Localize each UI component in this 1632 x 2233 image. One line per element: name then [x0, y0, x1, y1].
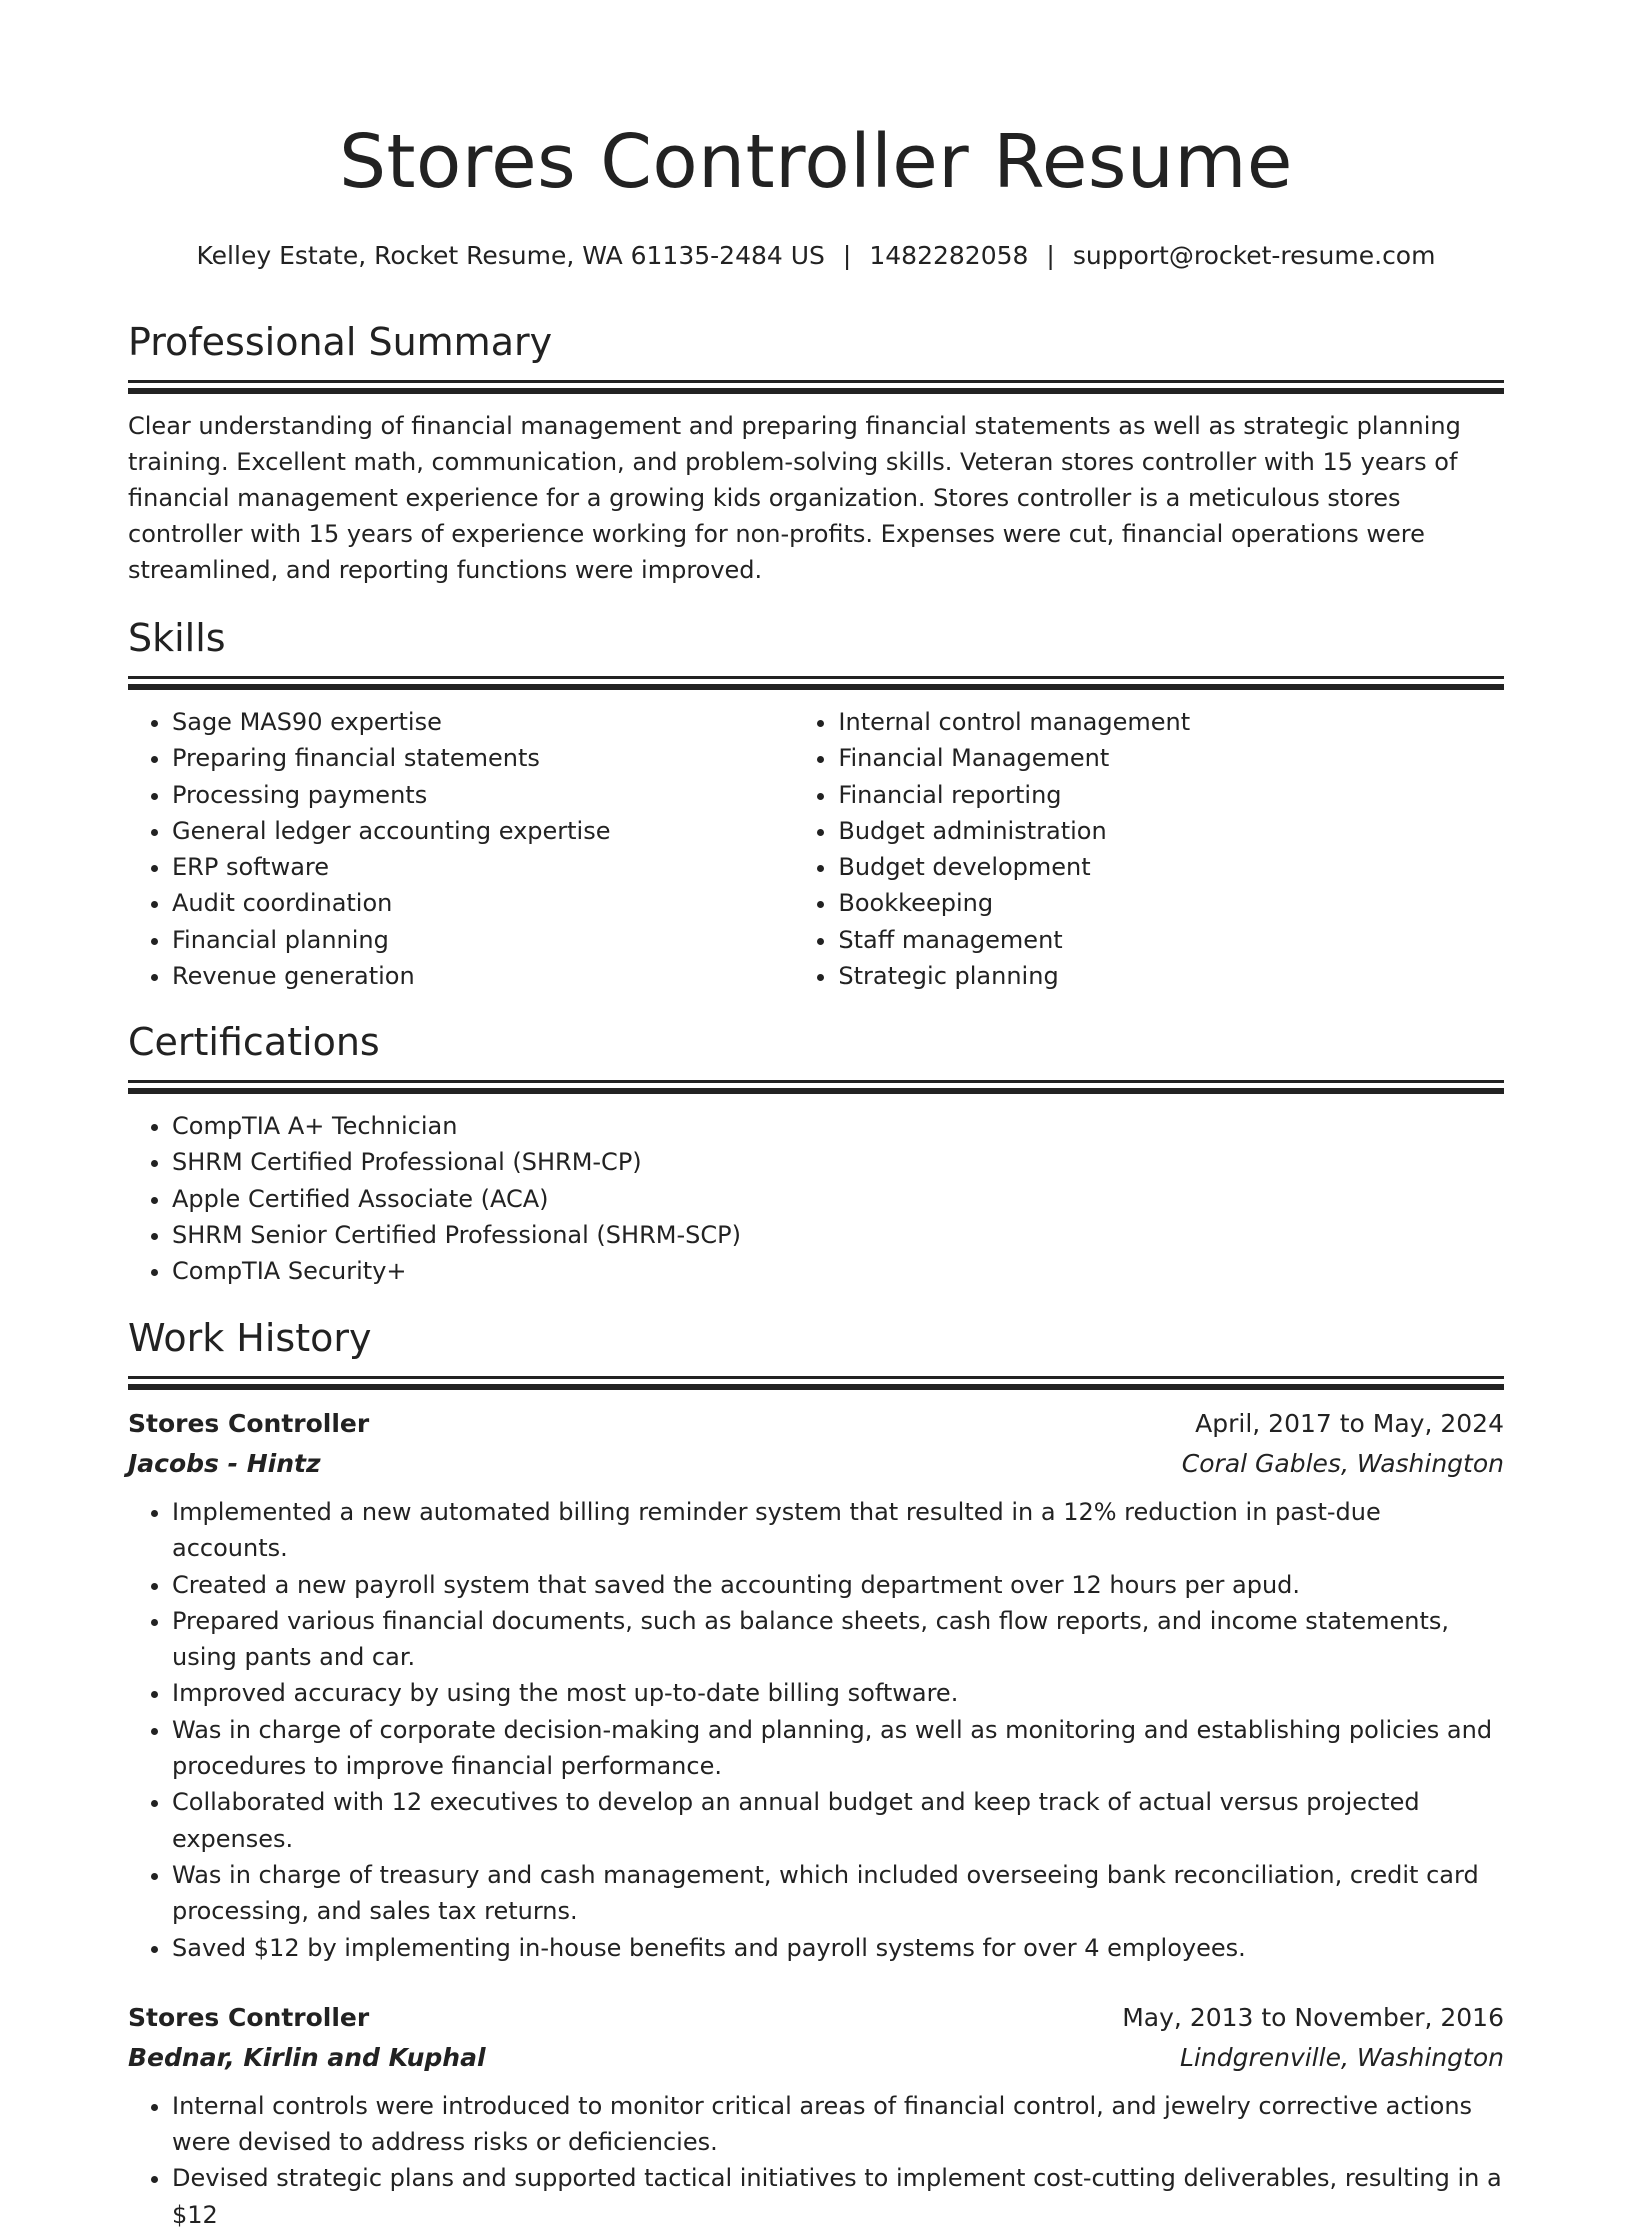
skills-columns — [128, 704, 1504, 994]
job-bullets — [128, 1494, 1504, 1966]
contact-address: Kelley Estate, Rocket Resume, WA 61135-2484 US — [196, 241, 825, 270]
job-bullet: • Implemented a new automated billing reminder system that resulted in a 12% reduction in past-due accounts. — [172, 1494, 1504, 1567]
skill-item: • Audit coordination — [172, 885, 794, 921]
contact-separator: | — [842, 241, 852, 270]
skills-list-left — [128, 704, 794, 994]
section-divider — [128, 676, 1504, 679]
contact-separator: | — [1046, 241, 1055, 270]
skill-item: • Financial Management — [838, 740, 1504, 776]
work-history-section — [128, 1314, 1504, 2233]
skill-item: • Bookkeeping — [838, 885, 1504, 921]
section-divider — [128, 1376, 1504, 1379]
job-dates: April, 2017 to May, 2024 — [1195, 1409, 1504, 1438]
job-company: Bednar, Kirlin and Kuphal — [128, 2042, 486, 2072]
skill-item: • Internal control management — [838, 704, 1504, 740]
job-bullet: • Internal controls were introduced to monitor critical areas of financial control, and jewelry corrective actions were devised to address risks or deficiencies. — [172, 2088, 1504, 2161]
skill-item: • Budget administration — [838, 813, 1504, 849]
skills-section — [128, 614, 1504, 994]
job-bullet: • Created a new payroll system that saved the accounting department over 12 hours per apud. — [172, 1567, 1504, 1603]
job-dates: May, 2013 to November, 2016 — [1122, 2002, 1504, 2032]
job-bullet: • Prepared various financial documents, such as balance sheets, cash flow reports, and income statements, using pants and car. — [172, 1603, 1504, 1676]
certifications-list — [128, 1108, 1504, 1289]
certifications-heading: Certifications — [128, 1020, 380, 1064]
job-bullet: • Was in charge of treasury and cash management, which included overseeing bank reconciliation, credit card processing, and sales tax returns. — [172, 1857, 1504, 1930]
section-divider-thick — [128, 1384, 1504, 1390]
job-entry — [128, 1998, 1504, 2233]
certification-item: • CompTIA Security+ — [172, 1253, 1504, 1289]
skill-item: • General ledger accounting expertise — [172, 813, 794, 849]
skill-item: • Sage MAS90 expertise — [172, 704, 794, 740]
skill-item: • ERP software — [172, 849, 794, 885]
section-divider-thick — [128, 388, 1504, 394]
job-bullet: • Was in charge of corporate decision-making and planning, as well as monitoring and establishing policies and procedures to improve financial performance. — [172, 1712, 1504, 1785]
skill-item: • Strategic planning — [838, 958, 1504, 994]
work-history-heading: Work History — [128, 1316, 372, 1360]
certification-item: • SHRM Senior Certified Professional (SHRM-SCP) — [172, 1217, 1504, 1253]
summary-text: Clear understanding of financial management and preparing financial statements as well as strategic planning training. Excellent math, communication, and problem-solving skills. Veteran stores controller with 15 years of financial management experience for a growing kids organization. Stores controller is a meticulous stores controller with 15 years of experience working for non-profits. Expenses were cut, financial operations were streamlined, and reporting functions were improved. — [128, 412, 1461, 584]
page-title: Stores Controller Resume — [339, 119, 1293, 205]
skill-item: • Budget development — [838, 849, 1504, 885]
job-bullets — [128, 2088, 1504, 2233]
skill-item: • Preparing financial statements — [172, 740, 794, 776]
skill-item: • Revenue generation — [172, 958, 794, 994]
contact-phone: 1482282058 — [869, 241, 1029, 270]
skill-item: • Staff management — [838, 922, 1504, 958]
job-title: Stores Controller — [128, 2002, 370, 2032]
skill-item: • Financial reporting — [838, 777, 1504, 813]
contact-line — [128, 238, 1504, 274]
section-divider — [128, 380, 1504, 383]
certification-item: • CompTIA A+ Technician — [172, 1108, 1504, 1144]
job-location: Coral Gables, Washington — [1181, 1449, 1504, 1478]
job-bullet: • Collaborated with 12 executives to develop an annual budget and keep track of actual versus projected expenses. — [172, 1784, 1504, 1857]
job-bullet: • Devised strategic plans and supported tactical initiatives to implement cost-cutting deliverables, resulting in a $12 — [172, 2160, 1504, 2233]
summary-heading: Professional Summary — [128, 320, 553, 364]
certifications-section — [128, 1018, 1504, 1289]
job-title: Stores Controller — [128, 1409, 370, 1438]
skill-item: • Financial planning — [172, 922, 794, 958]
job-location: Lindgrenville, Washington — [1179, 2042, 1504, 2072]
section-divider-thick — [128, 1088, 1504, 1094]
section-divider — [128, 1080, 1504, 1083]
job-subheader-row — [128, 2038, 1504, 2078]
job-bullet: • Improved accuracy by using the most up-to-date billing software. — [172, 1675, 1504, 1711]
certification-item: • Apple Certified Associate (ACA) — [172, 1181, 1504, 1217]
skills-heading: Skills — [128, 616, 226, 660]
job-subheader-row — [128, 1444, 1504, 1484]
certification-item: • SHRM Certified Professional (SHRM-CP) — [172, 1144, 1504, 1180]
job-bullet: • Saved $12 by implementing in-house benefits and payroll systems for over 4 employees. — [172, 1930, 1504, 1966]
job-header-row — [128, 1404, 1504, 1444]
section-divider-thick — [128, 684, 1504, 690]
job-header-row — [128, 1998, 1504, 2038]
contact-email[interactable]: support@rocket-resume.com — [1072, 241, 1436, 270]
skill-item: • Processing payments — [172, 777, 794, 813]
job-company: Jacobs - Hintz — [128, 1449, 321, 1478]
skills-list-right — [794, 704, 1504, 994]
job-entry — [128, 1404, 1504, 1966]
summary-section — [128, 318, 1504, 588]
